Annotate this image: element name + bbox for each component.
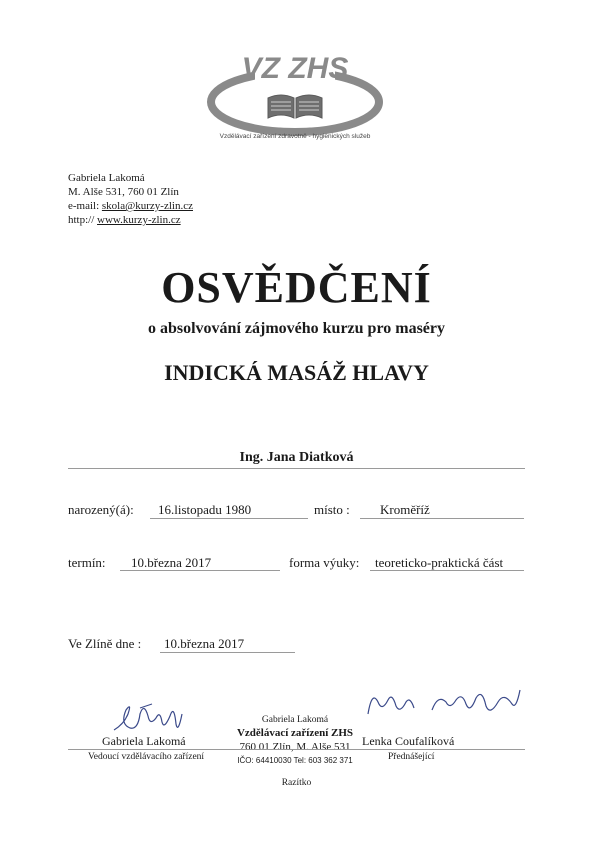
- stamp-line-1: Gabriela Lakomá: [261, 715, 329, 725]
- sender-name: Gabriela Lakomá: [68, 172, 145, 184]
- term-underline: [120, 570, 280, 571]
- stamp-label: Razítko: [281, 778, 312, 788]
- right-signer-role: Přednášející: [388, 752, 435, 762]
- sender-web-row: [68, 213, 193, 227]
- sender-email-row: [68, 199, 193, 213]
- form-value: teoreticko-praktická část: [375, 555, 504, 570]
- form-underline: [370, 570, 524, 571]
- form-label: forma výuky:: [289, 555, 360, 570]
- born-value: 16.listopadu 1980: [158, 502, 252, 517]
- sender-address: M. Alše 531, 760 01 Zlín: [68, 186, 179, 198]
- born-underline: [150, 518, 308, 519]
- right-signature: [362, 684, 527, 724]
- term-label: termín:: [68, 555, 106, 570]
- left-signer-name: Gabriela Lakomá: [102, 734, 186, 748]
- logo-caption: Vzdělávací zařízení zdravotně - hygienických služeb: [219, 133, 371, 140]
- certificate-title: OSVĚDČENÍ: [161, 263, 432, 312]
- open-book-icon: [268, 95, 322, 118]
- term-value: 10.března 2017: [131, 555, 212, 570]
- logo-text: VZ ZHS: [241, 52, 349, 85]
- right-signer-name: Lenka Coufalíková: [362, 734, 455, 748]
- place-label: místo :: [314, 502, 350, 517]
- vzzhs-logo: [205, 40, 385, 144]
- issued-value: 10.března 2017: [164, 636, 245, 651]
- born-label: narozený(á):: [68, 502, 134, 517]
- signature-underline: [68, 749, 525, 750]
- place-underline: [360, 518, 524, 519]
- email-label: e-mail:: [68, 200, 102, 212]
- issued-underline: [160, 652, 295, 653]
- web-link[interactable]: www.kurzy-zlin.cz: [97, 214, 181, 226]
- place-value: Kroměříž: [380, 502, 430, 517]
- sender-block: [68, 171, 193, 227]
- certificate-subtitle: o absolvování zájmového kurzu pro maséry: [147, 320, 446, 337]
- holder-name: Ing. Jana Diatková: [239, 450, 354, 465]
- stamp-line-4: IČO: 64410030 Tel: 603 362 371: [237, 756, 353, 765]
- stamp-line-3: 760 01 Zlín, M. Alše 531: [239, 741, 351, 753]
- stamp-line-2: Vzdělávací zařízení ZHS: [236, 727, 354, 739]
- course-name: INDICKÁ MASÁŽ HLAVY: [164, 360, 429, 385]
- email-link[interactable]: skola@kurzy-zlin.cz: [101, 200, 193, 212]
- web-label: http://: [68, 214, 98, 226]
- left-signer-role: Vedoucí vzdělávacího zařízení: [88, 752, 205, 762]
- issued-label: Ve Zlíně dne :: [68, 636, 142, 651]
- holder-underline: [68, 468, 525, 469]
